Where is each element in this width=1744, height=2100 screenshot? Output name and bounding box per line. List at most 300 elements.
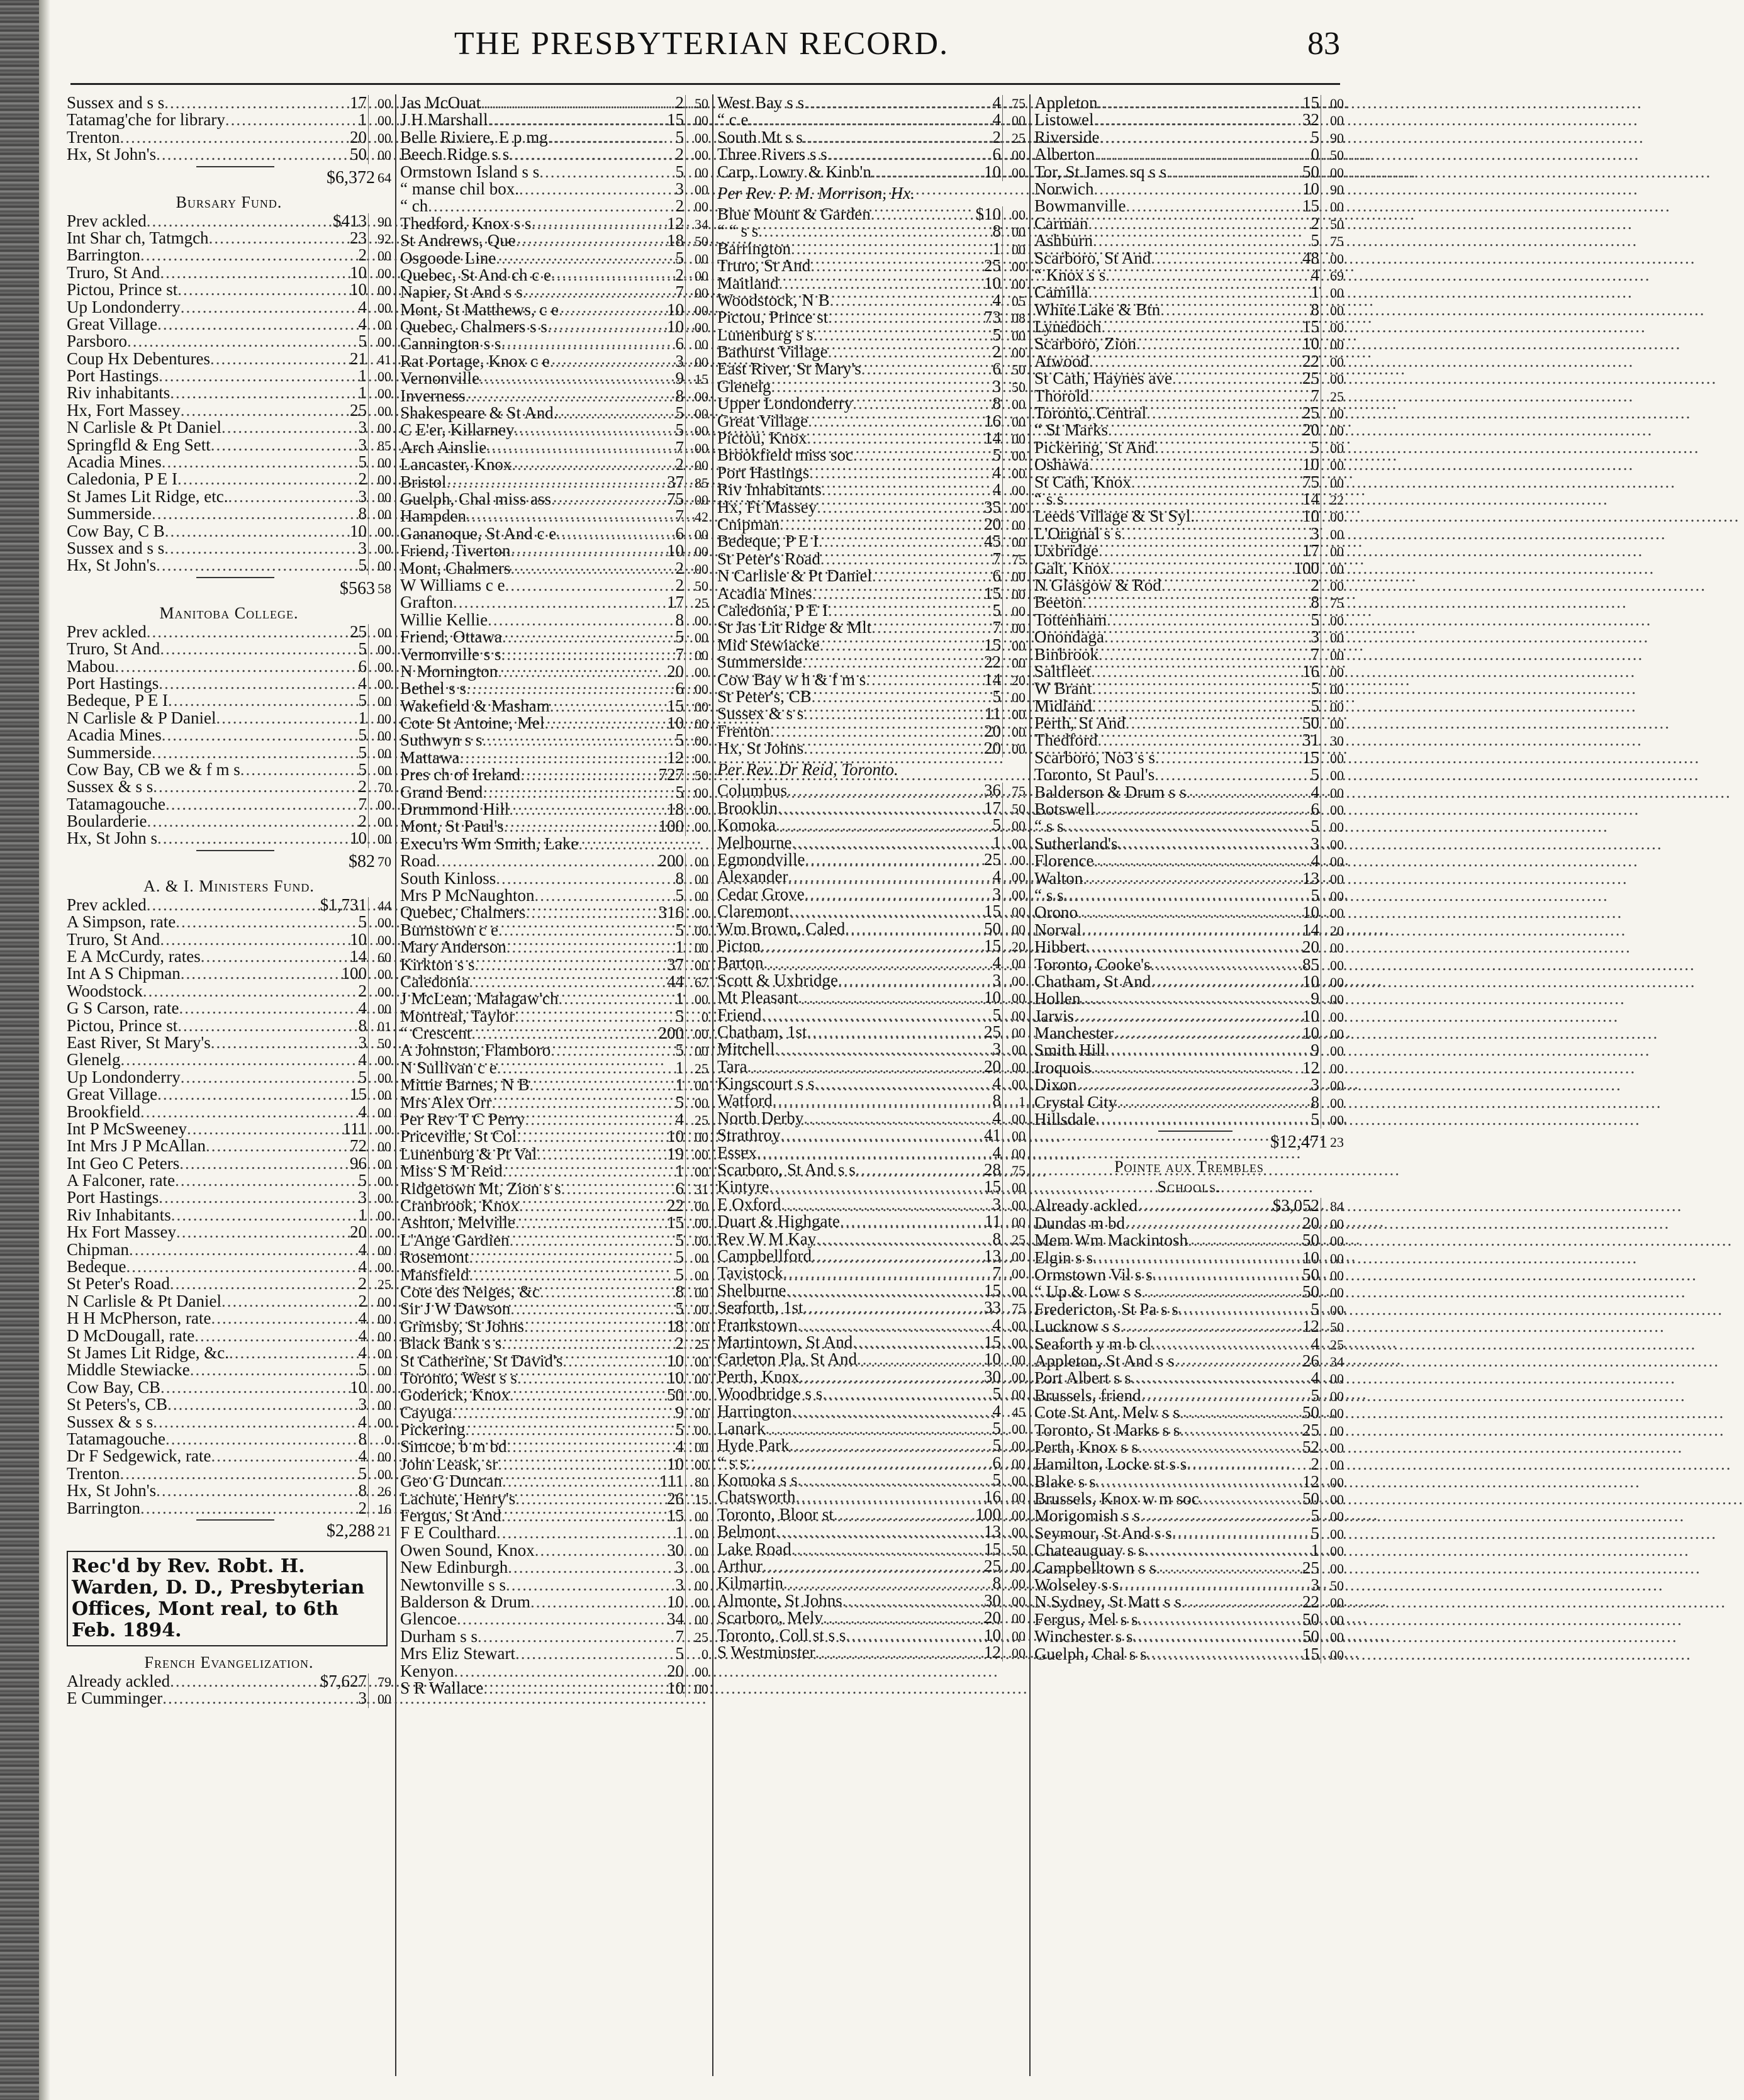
entry-cents: 50: [368, 1035, 391, 1052]
total-amount: $563: [340, 578, 375, 598]
leader-dots: [507, 1438, 646, 1455]
entry-cents: 00: [1002, 1455, 1026, 1472]
entry-cents: 15: [685, 1491, 708, 1508]
entry-name: Mitchell: [717, 1039, 775, 1059]
entry-amount: 14: [984, 428, 1001, 448]
ledger-row: [717, 851, 1026, 868]
entry-name: “ s s: [1034, 817, 1064, 836]
leader-dots: [530, 1594, 645, 1611]
entry-cents: 00: [368, 1190, 391, 1207]
entry-cents: 00: [1321, 336, 1344, 353]
ledger-row: [400, 335, 708, 352]
entry-cents: 00: [1321, 422, 1344, 439]
entry-cents: 00: [1002, 1438, 1026, 1455]
entry-name: Saltfleet: [1034, 661, 1091, 681]
entry-amount: 13: [1302, 868, 1319, 888]
ledger-row: [717, 378, 1026, 395]
entry-name: Truro, St And: [67, 639, 160, 659]
leader-dots: [162, 1690, 328, 1707]
entry-cents: 42: [685, 508, 708, 525]
entry-cents: 00: [1002, 1593, 1026, 1610]
entry-cents: 00: [685, 1543, 708, 1560]
entry-name: Norval: [1034, 920, 1082, 939]
receipt-heading: Per Rev. P. M. Morrison, Hx.: [717, 183, 915, 203]
entry-name: Sutherland's: [1034, 834, 1118, 853]
ledger-row: [717, 1299, 1026, 1316]
ledger-row: [717, 585, 1026, 602]
entry-name: Hx, St Johns: [717, 739, 804, 758]
entry-amount: 4: [992, 1074, 1001, 1093]
section-total: [67, 164, 391, 193]
leader-dots: [540, 1283, 645, 1300]
entry-name: Columbus: [717, 781, 788, 800]
entry-amount: 8: [675, 1282, 684, 1301]
entry-name: Claremont: [717, 902, 789, 921]
entry-name: Prev ackled: [67, 211, 147, 230]
entry-name: Shelburne: [717, 1280, 786, 1300]
ledger-row: [400, 1335, 708, 1352]
ledger-row: [400, 318, 708, 335]
entry-amount: 15: [984, 1332, 1001, 1351]
entry-name: Scarboro, Zion: [1034, 334, 1136, 354]
entry-name: Quebec, St And ch c e: [400, 265, 551, 284]
entry-name: Rev W M Kay: [717, 1229, 817, 1248]
ledger-row: [400, 1042, 708, 1059]
entry-cents: 00: [685, 681, 708, 698]
entry-name: J H Marshall: [400, 110, 488, 130]
entry-amount: 9: [675, 369, 684, 388]
ledger-row: [400, 146, 708, 163]
entry-name: East River, St Mary's: [67, 1032, 211, 1052]
entry-name: Great Village: [717, 411, 808, 430]
entry-cents: 00: [1002, 1265, 1026, 1282]
leader-dots: [483, 784, 645, 801]
entry-cents: 00: [1002, 1179, 1026, 1196]
entry-amount: 5: [1311, 1523, 1319, 1543]
ledger-row: [1034, 267, 1344, 284]
entry-cents: 00: [685, 871, 708, 888]
entry-amount: 5: [358, 742, 367, 762]
total-amount: $82: [349, 851, 375, 871]
entry-name: S R Wallace: [400, 1678, 484, 1697]
ledger-row: [400, 439, 708, 456]
ledger-row: [1034, 1404, 1344, 1421]
entry-name: Wolseley s s: [1034, 1575, 1119, 1595]
entry-name: N Carlisle & Pt Daniel: [67, 418, 221, 437]
leader-dots: [140, 1500, 328, 1517]
entry-cents: 00: [368, 1328, 391, 1345]
leader-dots: [1132, 1628, 1280, 1645]
entry-name: Barton: [717, 953, 764, 973]
entry-cents: 00: [368, 454, 391, 471]
ledger-row: [400, 680, 708, 697]
leader-dots: [834, 1506, 962, 1523]
ledger-row: [400, 1163, 708, 1180]
entry-cents: 75: [1002, 1162, 1026, 1179]
entry-cents: 00: [368, 282, 391, 299]
entry-cents: 00: [368, 1242, 391, 1259]
entry-cents: 00: [685, 422, 708, 439]
leader-dots: [140, 247, 328, 264]
ledger-row: [717, 886, 1026, 903]
entry-amount: 15: [984, 635, 1001, 654]
ledger-row: [400, 904, 708, 921]
ledger-row: [717, 111, 1026, 128]
leader-dots: [789, 903, 962, 920]
entry-amount: 4: [358, 1343, 367, 1362]
entry-amount: 4: [358, 1446, 367, 1466]
entry-cents: 00: [1002, 1214, 1026, 1231]
entry-amount: 7: [675, 506, 684, 526]
ledger-row: [400, 1008, 708, 1025]
entry-amount: 4: [358, 1239, 367, 1259]
entry-amount: 12: [667, 747, 684, 767]
ledger-row: [1034, 1542, 1344, 1559]
leader-dots: [1089, 353, 1280, 370]
entry-cents: 00: [1002, 533, 1026, 550]
entry-amount: 73: [984, 308, 1001, 327]
entry-amount: 20: [1302, 420, 1319, 440]
entry-name: Quebec, Chalmers s s: [400, 317, 547, 337]
ledger-row: [1034, 904, 1344, 921]
leader-dots: [206, 1137, 328, 1154]
entry-amount: 2: [675, 93, 684, 112]
leader-dots: [519, 181, 645, 198]
entry-cents: 00: [1321, 508, 1344, 525]
entry-name: Scarboro, Melv: [717, 1608, 823, 1628]
entry-amount: 17: [984, 798, 1001, 817]
entry-cents: 00: [1002, 1317, 1026, 1334]
fund-heading: Bursary Fund.: [176, 193, 282, 211]
entry-amount: 15: [984, 1539, 1001, 1558]
entry-amount: 1: [675, 1058, 684, 1077]
ledger-row: [1034, 198, 1344, 215]
entry-amount: 2: [675, 558, 684, 578]
entry-amount: 15: [984, 936, 1001, 955]
entry-name: S Westminster: [717, 1642, 815, 1662]
entry-amount: 7: [675, 282, 684, 302]
ledger-row: [1034, 318, 1344, 335]
leader-dots: [561, 1180, 645, 1197]
entry-name: N Carlisle & Pt Daniel: [67, 1291, 221, 1310]
leader-dots: [459, 749, 645, 766]
ledger-row: [400, 1680, 708, 1697]
ledger-row: [717, 1144, 1026, 1161]
entry-cents: 84: [1321, 1198, 1344, 1215]
entry-amount: 4: [1311, 782, 1319, 801]
entry-name: Dundas m bd: [1034, 1213, 1125, 1232]
entry-amount: 11: [985, 704, 1001, 723]
leader-dots: [1077, 1076, 1281, 1093]
entry-cents: 00: [368, 727, 391, 744]
leader-dots: [501, 646, 645, 663]
entry-cents: 25: [685, 1336, 708, 1353]
entry-cents: 00: [1321, 629, 1344, 646]
entry-cents: 00: [1002, 990, 1026, 1007]
entry-amount: 8: [358, 1481, 367, 1500]
ledger-row: [67, 1241, 391, 1258]
ledger-row: [717, 257, 1026, 274]
entry-cents: 00: [1002, 637, 1026, 654]
entry-cents: 00: [685, 457, 708, 474]
entry-amount: 15: [1302, 1644, 1319, 1663]
ledger-row: [67, 299, 391, 316]
entry-name: John Leask, sr: [400, 1454, 498, 1473]
entry-cents: 00: [1321, 1526, 1344, 1543]
entry-cents: 00: [1321, 1439, 1344, 1456]
entry-name: J McLean, Malagaw'ch: [400, 989, 559, 1008]
entry-cents: 20: [1321, 922, 1344, 939]
entry-amount: 10: [667, 299, 684, 319]
entry-cents: 34: [685, 216, 708, 233]
entry-amount: 4: [992, 462, 1001, 482]
ledger-row: [1034, 1439, 1344, 1456]
entry-cents: 00: [1002, 465, 1026, 482]
ledger-row: [717, 360, 1026, 377]
entry-amount: 10: [984, 1349, 1001, 1369]
entry-name: Brooklin: [717, 798, 778, 817]
leader-dots: [1117, 1094, 1280, 1111]
entry-name: Acadia Mines: [67, 452, 162, 472]
entry-amount: 2: [358, 1291, 367, 1310]
ledger-row: [67, 778, 391, 795]
ledger-row: [67, 1379, 391, 1396]
leader-dots: [525, 1111, 646, 1128]
page-title: THE PRESBYTERIAN RECORD.: [454, 26, 949, 62]
leader-dots: [1138, 1439, 1280, 1456]
ledger-row: [717, 1127, 1026, 1144]
entry-name: Chateauguay s s: [1034, 1541, 1145, 1560]
entry-cents: 00: [1321, 164, 1344, 181]
entry-cents: 00: [368, 95, 391, 112]
ledger-row: [717, 1523, 1026, 1540]
ledger-row: [67, 983, 391, 1000]
ledger-row: [67, 384, 391, 401]
entry-name: St James Lit Ridge, etc.: [67, 486, 228, 506]
entry-amount: 10: [350, 929, 367, 949]
entry-amount: 5: [675, 248, 684, 267]
entry-amount: 4: [675, 1110, 684, 1129]
entry-amount: 10: [350, 280, 367, 299]
leader-dots: [515, 1490, 645, 1507]
entry-name: Mattawa: [400, 747, 460, 767]
fund-heading: French Evangelization.: [144, 1653, 314, 1672]
entry-name: Barrington: [717, 238, 791, 258]
ledger-row: [717, 1058, 1026, 1075]
entry-amount: 5: [992, 1005, 1001, 1024]
leader-dots: [156, 557, 328, 574]
leader-dots: [177, 471, 328, 488]
leader-dots: [496, 1524, 645, 1541]
entry-amount: 4: [1311, 851, 1319, 871]
leader-dots: [545, 715, 646, 732]
ledger-row: [717, 343, 1026, 360]
ledger-row: [400, 870, 708, 887]
entry-name: Guelph, Chal s s: [1034, 1644, 1147, 1663]
ledger-row: [67, 1431, 391, 1448]
entry-amount: 5: [358, 452, 367, 472]
entry-cents: 00: [368, 693, 391, 710]
entry-name: Parsboro: [67, 332, 127, 351]
ledger-row: [1034, 922, 1344, 939]
ledger-row: [1034, 612, 1344, 628]
entry-amount: 2: [358, 1498, 367, 1517]
entry-cents: 00: [1002, 817, 1026, 834]
ledger-row: [1034, 1318, 1344, 1335]
entry-cents: 00: [1002, 1024, 1026, 1041]
leader-dots: [496, 870, 645, 887]
entry-cents: 00: [1002, 500, 1026, 517]
ledger-row: [1034, 680, 1344, 697]
entry-amount: 9: [1311, 989, 1319, 1008]
entry-name: Mont, St Matthews, c e: [400, 299, 559, 319]
ledger-row: [1034, 1336, 1344, 1353]
entry-amount: 5: [358, 1463, 367, 1483]
entry-name: Prev ackled: [67, 895, 147, 914]
leader-dots: [803, 705, 962, 722]
ledger-row: [1034, 1197, 1344, 1214]
entry-name: Bathurst Village: [717, 342, 828, 362]
entry-amount: 10: [350, 521, 367, 540]
ledger-row: [67, 230, 391, 247]
entry-amount: 15: [984, 1177, 1001, 1197]
leader-dots: [763, 1558, 962, 1575]
leader-dots: [209, 230, 328, 247]
entry-name: Atwood: [1034, 351, 1089, 371]
leader-dots: [515, 1214, 645, 1231]
entry-name: Kingscourt s s: [717, 1074, 815, 1093]
entry-cents: 00: [685, 1439, 708, 1456]
ledger-row: [717, 413, 1026, 430]
entry-amount: 20: [984, 514, 1001, 533]
entry-name: Friend, Tiverton: [400, 541, 511, 561]
entry-amount: 20: [984, 1608, 1001, 1628]
entry-amount: 18: [667, 800, 684, 819]
entry-cents: 00: [1002, 586, 1026, 603]
entry-name: Prev ackled: [67, 622, 147, 641]
leader-dots: [822, 1385, 962, 1402]
ledger-row: [1034, 818, 1344, 835]
entry-name: Burnstown c e: [400, 920, 498, 939]
entry-amount: 5: [358, 691, 367, 710]
entry-name: “ ch: [400, 196, 428, 216]
entry-name: Crystal City: [1034, 1092, 1117, 1112]
section-total: [67, 1517, 391, 1546]
entry-name: Manchester: [1034, 1024, 1114, 1043]
ledger-row: [400, 353, 708, 370]
leader-dots: [221, 1293, 328, 1310]
leader-dots: [457, 1611, 645, 1628]
entry-name: Geo G Duncan: [400, 1472, 502, 1491]
entry-amount: 7: [675, 437, 684, 457]
leader-dots: [140, 1103, 328, 1120]
ledger-row: [67, 264, 391, 281]
entry-name: Mrs Alex Orr: [400, 1092, 492, 1112]
ledger-row: [717, 1265, 1026, 1282]
entry-cents: 69: [1321, 267, 1344, 284]
leader-dots: [1146, 405, 1280, 422]
leader-dots: [159, 367, 328, 384]
entry-name: Owen Sound, Knox: [400, 1540, 535, 1560]
ledger-row: [717, 1161, 1026, 1178]
entry-cents: 00: [685, 1232, 708, 1249]
total-cents: 58: [377, 580, 391, 596]
ledger-row: [717, 1024, 1026, 1041]
entry-name: Trenton: [67, 1463, 120, 1483]
entry-name: A Falconer, rate: [67, 1171, 176, 1190]
ledger-row: [1034, 1094, 1344, 1111]
entry-name: Acadia Mines: [717, 583, 812, 603]
ledger-row: [717, 817, 1026, 834]
entry-name: Ormstown Vil s s: [1034, 1265, 1153, 1284]
ledger-row: [67, 1293, 391, 1310]
ledger-row: [67, 505, 391, 522]
entry-cents: 00: [1321, 888, 1344, 905]
entry-cents: 00: [1002, 241, 1026, 258]
entry-cents: 00: [685, 612, 708, 629]
ledger-row: [400, 1594, 708, 1611]
ledger-row: [1034, 1042, 1344, 1059]
entry-cents: 00: [685, 888, 708, 905]
entry-cents: 00: [1321, 302, 1344, 319]
entry-amount: 4: [358, 1257, 367, 1276]
entry-amount: 3: [675, 1558, 684, 1577]
leader-dots: [1105, 1042, 1280, 1059]
entry-cents: 00: [1321, 405, 1344, 422]
leader-dots: [1101, 318, 1280, 335]
entry-name: Hx, St John's: [67, 1481, 157, 1500]
entry-amount: 5: [675, 420, 684, 440]
entry-cents: 00: [1002, 1558, 1026, 1575]
entry-amount: 4: [358, 314, 367, 333]
entry-amount: 25: [984, 256, 1001, 276]
leader-dots: [531, 215, 645, 232]
entry-amount: 5: [675, 920, 684, 939]
entry-amount: 16: [984, 411, 1001, 430]
leader-dots: [1093, 1249, 1280, 1266]
entry-cents: 00: [1321, 974, 1344, 991]
leader-dots: [550, 353, 645, 370]
entry-amount: 6: [1311, 800, 1319, 819]
entry-amount: $10: [975, 204, 1001, 223]
entry-cents: 00: [685, 1284, 708, 1301]
entry-amount: 3: [675, 179, 684, 198]
ledger-row: [717, 1472, 1026, 1488]
entry-amount: 0: [1311, 145, 1319, 164]
entry-amount: 3: [1311, 834, 1319, 853]
entry-cents: 00: [685, 1405, 708, 1422]
entry-name: Sussex and s s: [67, 538, 165, 557]
entry-name: Port Hastings: [67, 366, 159, 386]
entry-cents: 75: [1321, 233, 1344, 250]
entry-name: North Derby: [717, 1108, 804, 1127]
leader-dots: [1126, 198, 1280, 215]
entry-amount: 10: [667, 713, 684, 733]
entry-amount: 37: [667, 472, 684, 491]
entry-cents: 01: [368, 1018, 391, 1035]
entry-amount: 10: [667, 1127, 684, 1146]
entry-amount: 5: [675, 1248, 684, 1267]
entry-name: A Simpson, rate: [67, 912, 176, 932]
entry-name: Thedford, Knox s s: [400, 213, 532, 233]
entry-amount: 12: [1302, 1317, 1319, 1336]
entry-cents: 00: [368, 247, 391, 264]
entry-cents: 00: [685, 1095, 708, 1112]
entry-name: Sussex and s s: [67, 93, 165, 112]
leader-dots: [509, 146, 645, 163]
leader-dots: [812, 585, 962, 602]
entry-name: Port Hastings: [67, 673, 159, 693]
